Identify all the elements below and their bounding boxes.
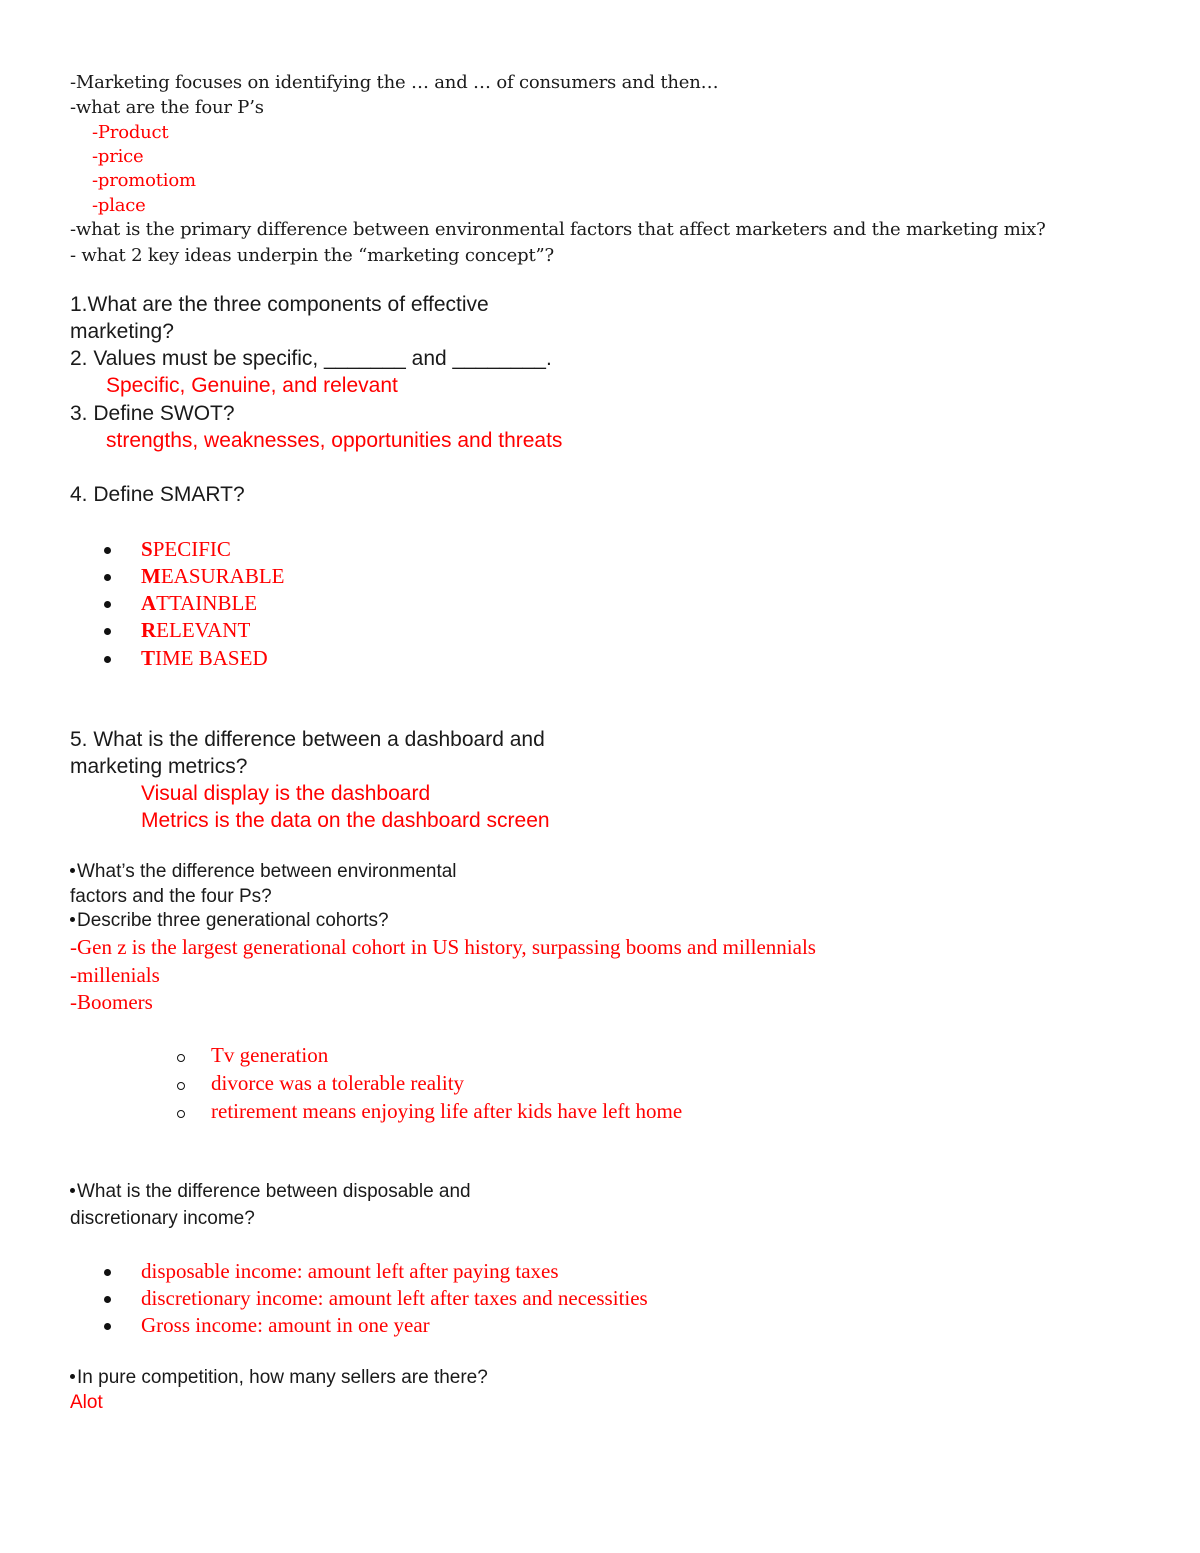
smart-word: ELEVANT: [156, 618, 251, 642]
q5-answer-1: Visual display is the dashboard: [141, 782, 431, 805]
small-bullet-icon: [70, 868, 75, 873]
competition-question-text: In pure competition, how many sellers are there?: [77, 1367, 488, 1388]
bullet-icon: [104, 1269, 111, 1276]
cohort-answer-gen-z: -Gen z is the largest generational cohort in US history, surpassing booms and millennials: [70, 935, 816, 959]
cohort-question: [70, 910, 389, 932]
q1-line-1: 1.What are the three components of effective: [70, 293, 489, 316]
q5-line-1: 5. What is the difference between a dashboard and: [70, 728, 545, 751]
intro-line-4: - what 2 key ideas underpin the “marketing concept”?: [70, 245, 554, 266]
q5-answer-2: Metrics is the data on the dashboard screen: [141, 809, 550, 832]
income-item-discretionary: discretionary income: amount left after taxes and necessities: [141, 1286, 648, 1310]
boomer-trait-2: divorce was a tolerable reality: [211, 1071, 465, 1095]
bullet-icon: [104, 601, 111, 608]
small-bullet-icon: [70, 917, 75, 922]
smart-letter: A: [141, 591, 157, 615]
cohort-answer-millenials: -millenials: [70, 963, 160, 987]
income-item-gross: Gross income: amount in one year: [141, 1313, 430, 1337]
competition-answer: Alot: [70, 1392, 103, 1413]
bullet-icon: [104, 1323, 111, 1330]
q5-line-2: marketing metrics?: [70, 755, 248, 778]
four-p-price: -price: [92, 146, 144, 167]
q4-question: 4. Define SMART?: [70, 483, 245, 506]
income-question-line-1: [70, 1181, 471, 1203]
competition-question: [70, 1367, 488, 1389]
income-question-text: What is the difference between disposable and: [77, 1181, 471, 1202]
boomer-trait-1: Tv generation: [211, 1043, 329, 1067]
circle-bullet-icon: [177, 1054, 185, 1062]
four-p-place: -place: [92, 195, 146, 216]
circle-bullet-icon: [177, 1082, 185, 1090]
cohort-answer-boomers: -Boomers: [70, 990, 153, 1014]
cohort-question-text: Describe three generational cohorts?: [77, 910, 389, 931]
smart-item-specific: [141, 537, 231, 562]
bullet-icon: [104, 1296, 111, 1303]
bullet-icon: [104, 628, 111, 635]
small-bullet-icon: [70, 1374, 75, 1379]
circle-bullet-icon: [177, 1110, 185, 1118]
bullet-icon: [104, 574, 111, 581]
smart-word: EASURABLE: [160, 564, 285, 588]
intro-line-3: -what is the primary difference between environmental factors that affect marketers and the marketing mix?: [70, 219, 1046, 240]
q3-question: 3. Define SWOT?: [70, 402, 235, 425]
smart-item-measurable: [141, 564, 285, 589]
env-question-line-2: factors and the four Ps?: [70, 886, 272, 907]
income-question-line-2: discretionary income?: [70, 1208, 255, 1229]
q1-line-2: marketing?: [70, 320, 174, 343]
income-item-disposable: disposable income: amount left after paying taxes: [141, 1259, 559, 1283]
smart-word: PECIFIC: [152, 537, 231, 561]
env-question-line-1: [70, 861, 457, 883]
smart-letter: R: [141, 618, 157, 642]
smart-letter: T: [141, 646, 156, 670]
smart-word: TTAINBLE: [156, 591, 258, 615]
smart-word: IME BASED: [155, 646, 268, 670]
smart-item-relevant: [141, 618, 250, 643]
env-question-text: What’s the difference between environmental: [77, 861, 457, 882]
q2-question: 2. Values must be specific, _______ and ________.: [70, 347, 552, 370]
smart-item-attainable: [141, 591, 257, 616]
four-p-product: -Product: [92, 122, 169, 143]
q3-answer: strengths, weaknesses, opportunities and threats: [106, 429, 563, 452]
smart-letter: S: [141, 537, 153, 561]
four-p-promotion: -promotiom: [92, 170, 196, 191]
bullet-icon: [104, 547, 111, 554]
bullet-icon: [104, 656, 111, 663]
small-bullet-icon: [70, 1188, 75, 1193]
boomer-trait-3: retirement means enjoying life after kids have left home: [211, 1099, 683, 1123]
smart-item-time-based: [141, 646, 268, 671]
smart-letter: M: [141, 564, 161, 588]
intro-line-2: -what are the four P’s: [70, 97, 264, 118]
intro-line-1: -Marketing focuses on identifying the … and … of consumers and then…: [70, 72, 719, 93]
q2-answer: Specific, Genuine, and relevant: [106, 374, 398, 397]
